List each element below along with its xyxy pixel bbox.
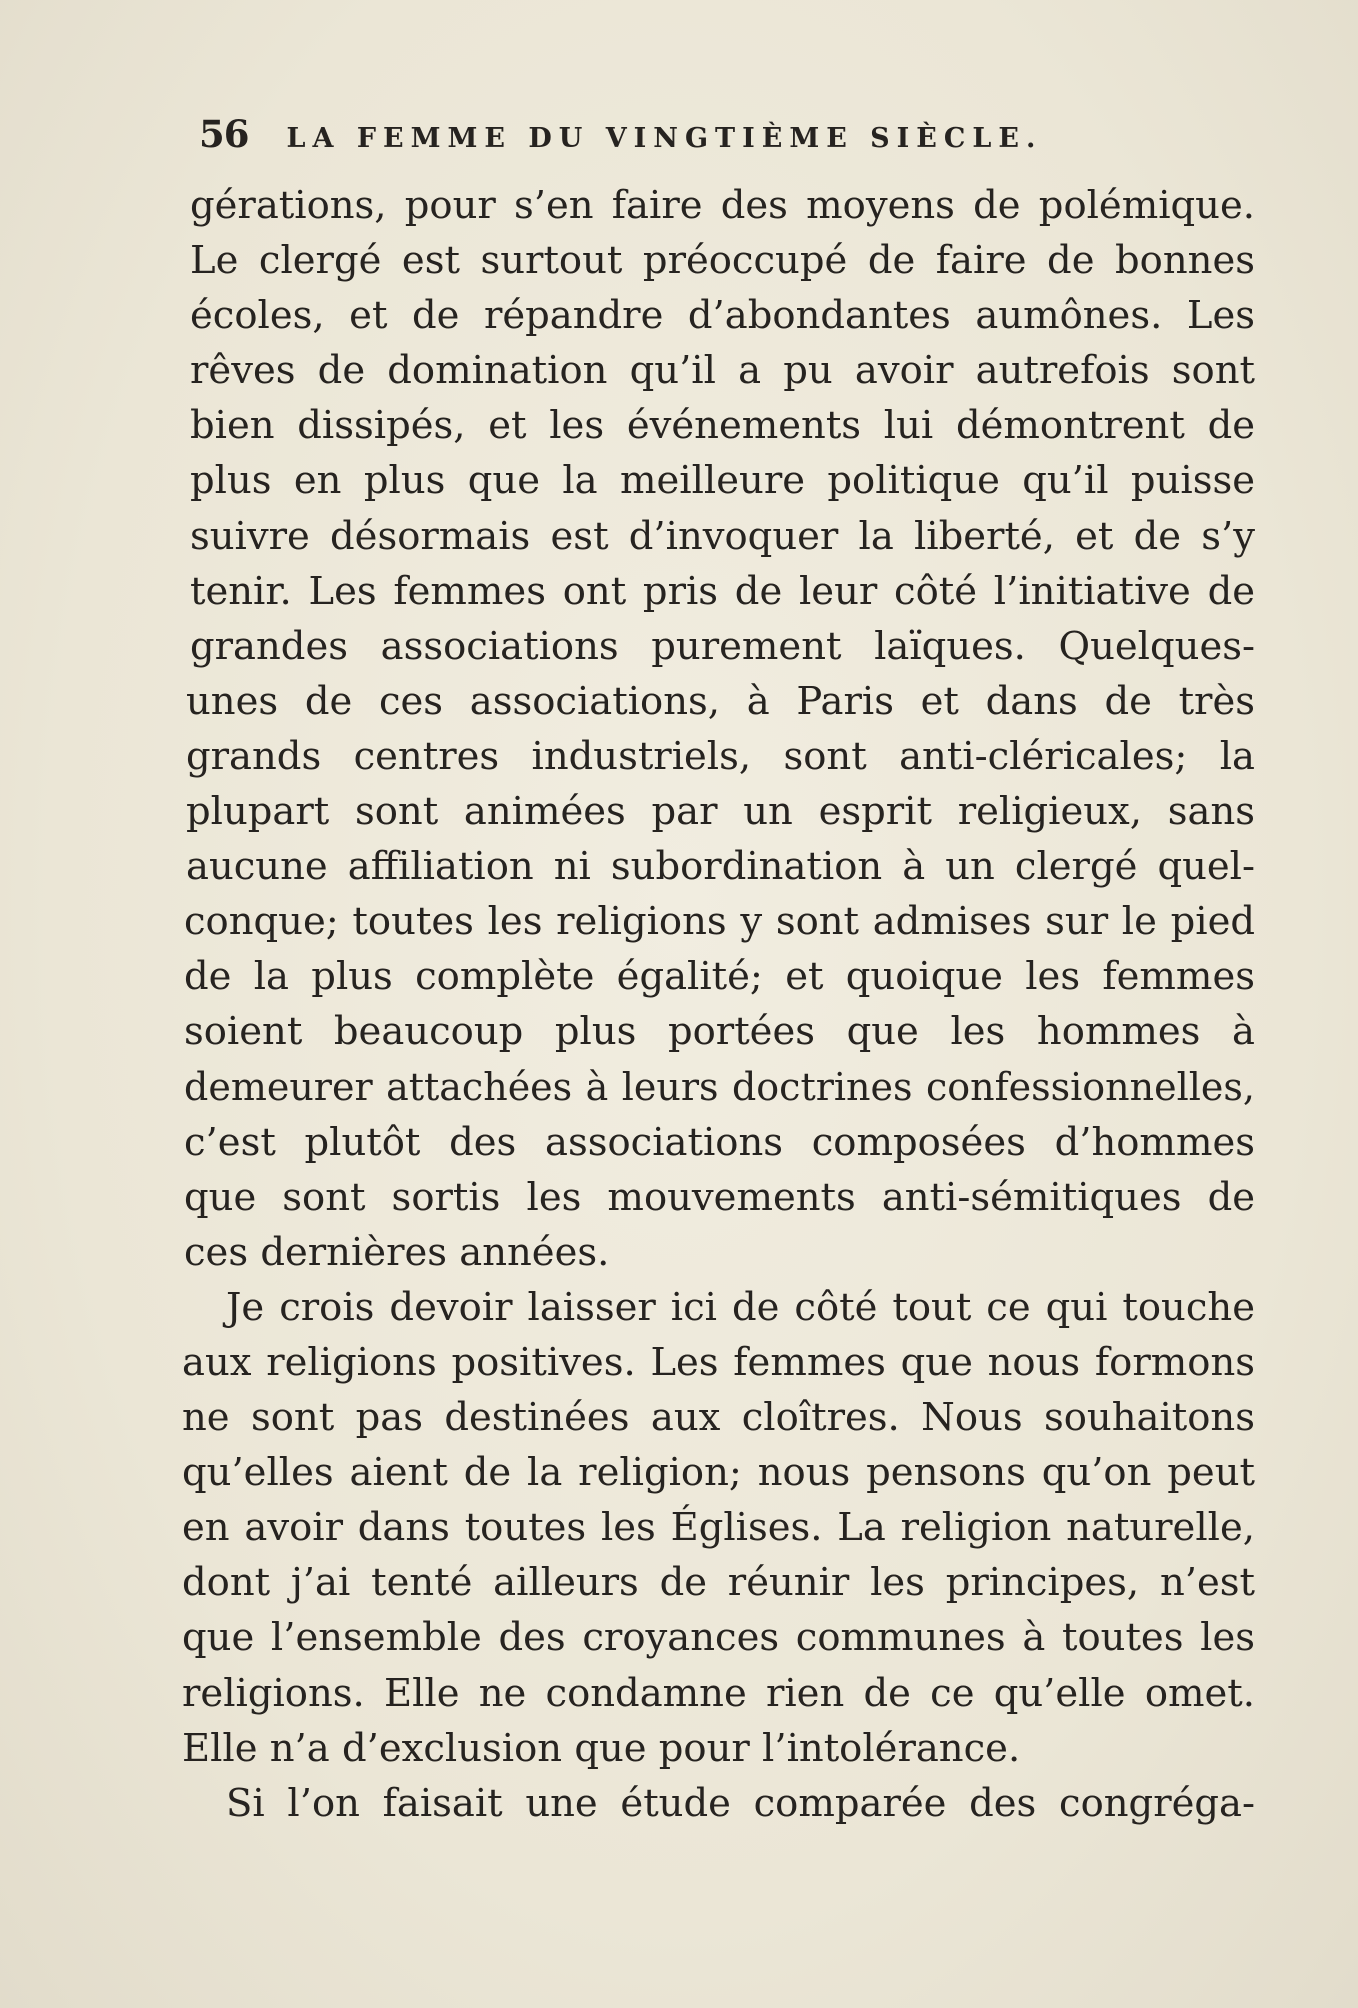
- text-line: aux religions positives. Les femmes que nous formons: [182, 1339, 1255, 1385]
- text-line: écoles, et de répandre d’abondantes aumônes. Les: [190, 293, 1255, 339]
- page-number: 56: [199, 112, 249, 156]
- text-line: gérations, pour s’en faire des moyens de polémique.: [190, 183, 1255, 228]
- paragraph: [182, 1280, 1255, 1776]
- text-line: tenir. Les femmes ont pris de leur côté l’initiative de: [190, 568, 1255, 614]
- body-text: [182, 178, 1255, 1831]
- text-line: que l’ensemble des croyances communes à toutes les: [182, 1615, 1255, 1661]
- text-line: plupart sont animées par un esprit religieux, sans: [186, 789, 1255, 835]
- text-line: soient beaucoup plus portées que les hommes à: [184, 1009, 1255, 1055]
- text-line: conque; toutes les religions y sont admises sur le pied: [184, 899, 1255, 945]
- paragraph: [190, 1776, 1255, 1831]
- text-line: ces dernières années.: [184, 1229, 610, 1275]
- text-line: ne sont pas destinées aux cloîtres. Nous souhaitons: [182, 1395, 1255, 1441]
- paragraph: [184, 178, 1255, 1280]
- text-line: c’est plutôt des associations composées d’hommes: [184, 1119, 1255, 1165]
- text-line: qu’elles aient de la religion; nous pensons qu’on peut: [182, 1450, 1255, 1496]
- text-line: demeurer attachées à leurs doctrines confessionnelles,: [184, 1064, 1255, 1109]
- text-line: dont j’ai tenté ailleurs de réunir les principes, n’est: [182, 1560, 1255, 1606]
- running-title: LA FEMME DU VINGTIÈME SIÈCLE.: [286, 123, 1043, 154]
- text-line: unes de ces associations, à Paris et dans de très: [186, 678, 1255, 724]
- text-line: suivre désormais est d’invoquer la liberté, et de s’y: [190, 513, 1255, 559]
- text-line: Le clergé est surtout préoccupé de faire de bonnes: [190, 238, 1255, 284]
- text-line: Elle n’a d’exclusion que pour l’intolérance.: [182, 1725, 1021, 1771]
- text-line: de la plus complète égalité; et quoique les femmes: [184, 954, 1255, 1000]
- text-line: bien dissipés, et les événements lui démontrent de: [190, 403, 1255, 449]
- text-line: religions. Elle ne condamne rien de ce qu’elle omet.: [182, 1670, 1255, 1716]
- text-line: en avoir dans toutes les Églises. La religion naturelle,: [182, 1505, 1255, 1551]
- text-line: grands centres industriels, sont anti-cléricales; la: [186, 733, 1255, 779]
- text-line: Je crois devoir laisser ici de côté tout ce qui touche: [226, 1284, 1255, 1330]
- text-line: plus en plus que la meilleure politique qu’il puisse: [190, 458, 1255, 504]
- text-line: Si l’on faisait une étude comparée des congréga-: [226, 1780, 1255, 1826]
- text-line: rêves de domination qu’il a pu avoir autrefois sont: [190, 348, 1255, 394]
- text-line: que sont sortis les mouvements anti-sémitiques de: [184, 1174, 1255, 1220]
- text-line: grandes associations purement laïques. Quelques-: [190, 623, 1255, 669]
- page-header: [199, 112, 1159, 160]
- text-line: aucune affiliation ni subordination à un clergé quel-: [186, 844, 1255, 890]
